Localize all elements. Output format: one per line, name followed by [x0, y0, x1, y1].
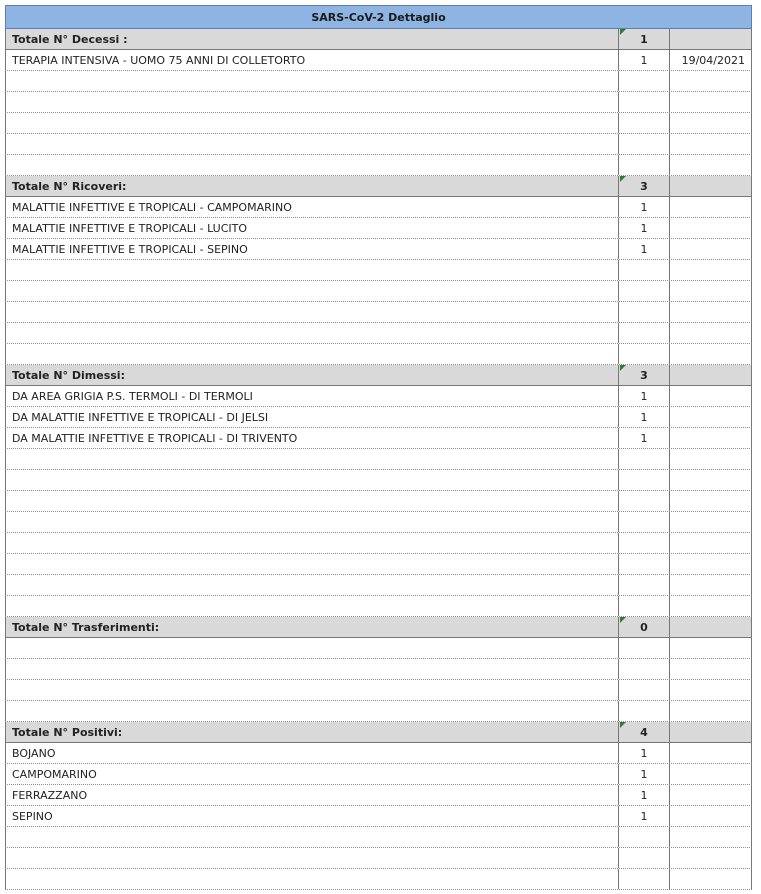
row-count[interactable]: [618, 344, 669, 364]
row-date[interactable]: [669, 281, 751, 301]
section-date-cell[interactable]: [669, 29, 751, 49]
section-date-cell[interactable]: [669, 365, 751, 385]
row-description[interactable]: DA MALATTIE INFETTIVE E TROPICALI - DI TRIVENTO: [12, 431, 298, 445]
row-count[interactable]: [618, 155, 669, 175]
table-row: [5, 302, 752, 323]
row-count[interactable]: [618, 659, 669, 679]
section-header: [5, 176, 752, 197]
table-row: [5, 785, 752, 806]
row-date[interactable]: [669, 239, 751, 259]
row-description[interactable]: [6, 659, 618, 679]
row-description[interactable]: [6, 827, 618, 847]
section-total[interactable]: 1: [618, 29, 669, 49]
row-description[interactable]: [6, 554, 618, 574]
row-count[interactable]: 1: [618, 50, 669, 70]
row-description[interactable]: [6, 491, 618, 511]
table-row: [5, 344, 752, 365]
table-row: [5, 554, 752, 575]
table-row: [5, 575, 752, 596]
row-count[interactable]: [618, 449, 669, 469]
row-description[interactable]: MALATTIE INFETTIVE E TROPICALI - SEPINO: [12, 242, 248, 256]
table-row: [5, 197, 752, 218]
table-row: [5, 827, 752, 848]
row-count[interactable]: [618, 323, 669, 343]
row-count[interactable]: [618, 92, 669, 112]
row-count[interactable]: 1: [618, 743, 669, 763]
table-row: [5, 659, 752, 680]
table-row: [5, 134, 752, 155]
table-row: [5, 680, 752, 701]
table-row: [5, 260, 752, 281]
row-date[interactable]: [669, 743, 751, 763]
row-count[interactable]: 1: [618, 428, 669, 448]
row-date[interactable]: [669, 386, 751, 406]
row-count[interactable]: [618, 281, 669, 301]
section-label[interactable]: Totale N° Decessi :: [12, 32, 128, 46]
section-date-cell[interactable]: [669, 176, 751, 196]
row-description[interactable]: [6, 848, 618, 868]
section-label[interactable]: Totale N° Trasferimenti:: [12, 620, 160, 634]
row-count[interactable]: [618, 638, 669, 658]
row-date[interactable]: [669, 470, 751, 490]
table-row: [5, 407, 752, 428]
row-date[interactable]: [669, 596, 751, 616]
row-description[interactable]: [6, 281, 618, 301]
row-count[interactable]: [618, 260, 669, 280]
row-description[interactable]: MALATTIE INFETTIVE E TROPICALI - CAMPOMARINO: [12, 200, 292, 214]
row-date[interactable]: [669, 848, 751, 868]
table-row: [5, 449, 752, 470]
table-row: [5, 428, 752, 449]
table-row: [5, 533, 752, 554]
row-description[interactable]: DA AREA GRIGIA P.S. TERMOLI - DI TERMOLI: [12, 389, 253, 403]
row-description[interactable]: [6, 533, 618, 553]
row-description[interactable]: [6, 344, 618, 364]
row-count[interactable]: [618, 134, 669, 154]
table-row: [5, 638, 752, 659]
row-date[interactable]: [669, 554, 751, 574]
row-description[interactable]: CAMPOMARINO: [12, 767, 97, 781]
table-row: [5, 239, 752, 260]
row-date[interactable]: [669, 260, 751, 280]
row-date[interactable]: [669, 407, 751, 427]
row-description[interactable]: TERAPIA INTENSIVA - UOMO 75 ANNI DI COLLETORTO: [12, 53, 306, 67]
row-date[interactable]: [669, 680, 751, 700]
section-header: [5, 617, 752, 638]
row-description[interactable]: BOJANO: [12, 746, 56, 760]
row-date[interactable]: [669, 92, 751, 112]
row-description[interactable]: [6, 113, 618, 133]
row-description[interactable]: [6, 470, 618, 490]
table-row: [5, 113, 752, 134]
row-count[interactable]: 1: [618, 197, 669, 217]
section-header: [5, 29, 752, 50]
row-count[interactable]: [618, 680, 669, 700]
row-date[interactable]: [669, 533, 751, 553]
row-count[interactable]: 1: [618, 386, 669, 406]
row-count[interactable]: 1: [618, 239, 669, 259]
row-description[interactable]: SEPINO: [12, 809, 53, 823]
table-row: [5, 281, 752, 302]
table-row: [5, 806, 752, 827]
table-row: [5, 470, 752, 491]
row-description[interactable]: [6, 71, 618, 91]
row-description[interactable]: [6, 869, 618, 889]
row-date[interactable]: [669, 764, 751, 784]
row-description[interactable]: [6, 575, 618, 595]
row-count[interactable]: [618, 848, 669, 868]
row-count[interactable]: [618, 491, 669, 511]
row-description[interactable]: [6, 449, 618, 469]
row-count[interactable]: [618, 470, 669, 490]
row-date[interactable]: [669, 806, 751, 826]
row-date[interactable]: [669, 827, 751, 847]
row-date[interactable]: [669, 428, 751, 448]
row-description[interactable]: [6, 302, 618, 322]
section-label[interactable]: Totale N° Positivi:: [12, 725, 123, 739]
table-row: [5, 764, 752, 785]
row-count[interactable]: [618, 596, 669, 616]
row-count[interactable]: [618, 869, 669, 889]
table-row: [5, 92, 752, 113]
row-date[interactable]: [669, 575, 751, 595]
row-description[interactable]: FERRAZZANO: [12, 788, 88, 802]
table-row: [5, 155, 752, 176]
row-description[interactable]: [6, 134, 618, 154]
section-header: [5, 365, 752, 386]
section-date-cell[interactable]: [669, 722, 751, 742]
section-total[interactable]: 3: [618, 365, 669, 385]
row-description[interactable]: [6, 260, 618, 280]
table-row: [5, 701, 752, 722]
section-label[interactable]: Totale N° Ricoveri:: [12, 179, 127, 193]
section-label[interactable]: Totale N° Dimessi:: [12, 368, 125, 382]
row-description[interactable]: MALATTIE INFETTIVE E TROPICALI - LUCITO: [12, 221, 248, 235]
row-description[interactable]: [6, 596, 618, 616]
row-date[interactable]: [669, 512, 751, 532]
row-description[interactable]: [6, 323, 618, 343]
row-count[interactable]: [618, 71, 669, 91]
row-date[interactable]: [669, 218, 751, 238]
table-row: [5, 512, 752, 533]
row-description[interactable]: [6, 512, 618, 532]
row-count[interactable]: 1: [618, 218, 669, 238]
row-count[interactable]: [618, 302, 669, 322]
row-count[interactable]: [618, 701, 669, 721]
section-total[interactable]: 3: [618, 176, 669, 196]
spreadsheet: [5, 5, 752, 890]
row-count[interactable]: [618, 533, 669, 553]
row-description[interactable]: [6, 680, 618, 700]
row-date[interactable]: [669, 197, 751, 217]
row-date[interactable]: [669, 785, 751, 805]
row-count[interactable]: 1: [618, 806, 669, 826]
row-count[interactable]: [618, 512, 669, 532]
row-date[interactable]: [669, 134, 751, 154]
section-header: [5, 722, 752, 743]
sections-container: [5, 29, 752, 890]
row-count[interactable]: [618, 827, 669, 847]
row-date[interactable]: [669, 302, 751, 322]
section-date-cell[interactable]: [669, 617, 751, 637]
sheet-title[interactable]: SARS-CoV-2 Dettaglio: [5, 5, 752, 29]
row-date[interactable]: [669, 638, 751, 658]
table-row: [5, 386, 752, 407]
row-date[interactable]: [669, 323, 751, 343]
row-count[interactable]: 1: [618, 407, 669, 427]
row-date[interactable]: [669, 701, 751, 721]
row-date[interactable]: [669, 155, 751, 175]
table-row: [5, 218, 752, 239]
table-row: [5, 71, 752, 92]
row-date[interactable]: [669, 869, 751, 889]
row-count[interactable]: 1: [618, 764, 669, 784]
row-date[interactable]: [669, 344, 751, 364]
section-total[interactable]: 0: [618, 617, 669, 637]
table-row: [5, 869, 752, 890]
row-count[interactable]: [618, 113, 669, 133]
table-row: [5, 491, 752, 512]
section-total[interactable]: 4: [618, 722, 669, 742]
row-date[interactable]: [669, 659, 751, 679]
row-count[interactable]: [618, 575, 669, 595]
table-row: [5, 848, 752, 869]
row-date[interactable]: 19/04/2021: [669, 50, 751, 70]
row-description[interactable]: [6, 701, 618, 721]
table-row: [5, 596, 752, 617]
row-date[interactable]: [669, 113, 751, 133]
row-description[interactable]: DA MALATTIE INFETTIVE E TROPICALI - DI JELSI: [12, 410, 269, 424]
row-count[interactable]: 1: [618, 785, 669, 805]
row-description[interactable]: [6, 92, 618, 112]
row-count[interactable]: [618, 554, 669, 574]
table-row: [5, 50, 752, 71]
row-date[interactable]: [669, 71, 751, 91]
table-row: [5, 743, 752, 764]
row-date[interactable]: [669, 491, 751, 511]
row-description[interactable]: [6, 638, 618, 658]
row-description[interactable]: [6, 155, 618, 175]
table-row: [5, 323, 752, 344]
row-date[interactable]: [669, 449, 751, 469]
